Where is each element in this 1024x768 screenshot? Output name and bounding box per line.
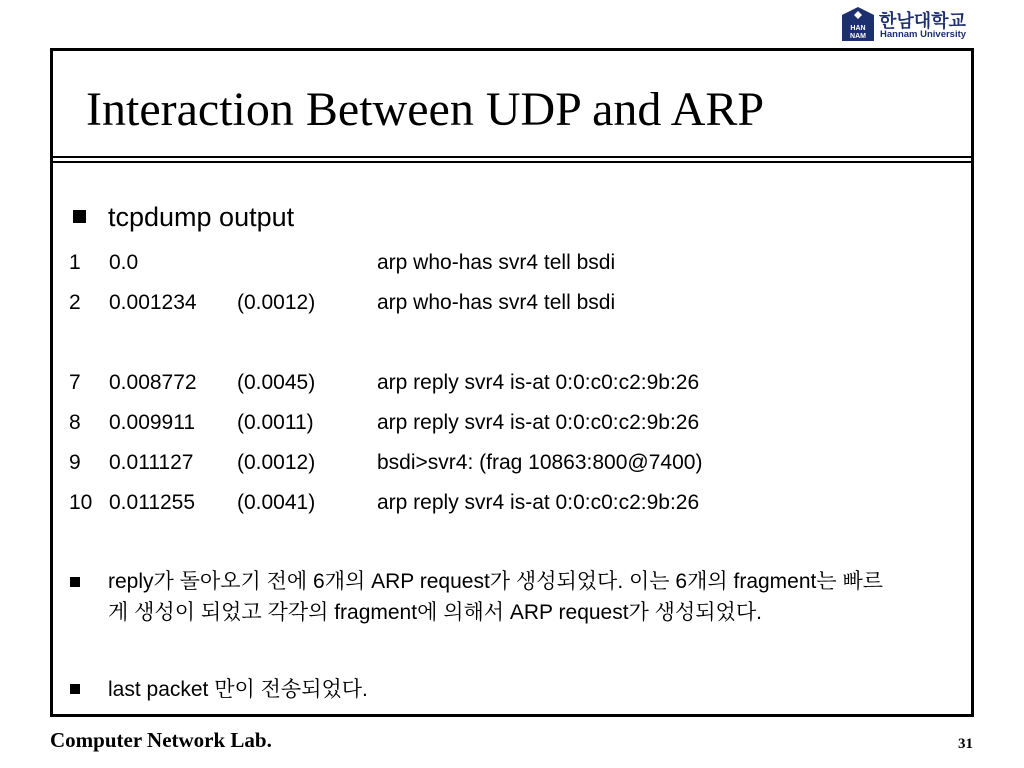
table-row — [0, 411, 1024, 441]
row-message: arp reply svr4 is-at 0:0:c0:c2:9b:26 — [377, 371, 700, 394]
row-message: arp who-has svr4 tell bsdi — [377, 291, 616, 314]
row-time: 0.001234 — [109, 291, 197, 314]
page-number: 31 — [958, 736, 973, 752]
section-heading: tcpdump output — [108, 202, 295, 232]
bullet-square — [70, 684, 80, 694]
logo-english-name: Hannam University — [880, 29, 967, 40]
row-message: arp reply svr4 is-at 0:0:c0:c2:9b:26 — [377, 491, 700, 514]
row-number: 7 — [69, 371, 81, 394]
row-number: 1 — [69, 251, 81, 274]
row-message: arp who-has svr4 tell bsdi — [377, 251, 616, 274]
note-paragraph: last packet 만이 전송되었다. — [108, 678, 368, 701]
bullet-square — [73, 210, 86, 223]
row-time: 0.008772 — [109, 371, 197, 394]
row-delta: (0.0012) — [237, 291, 316, 314]
svg-text:NAM: NAM — [850, 33, 866, 40]
row-message: bsdi>svr4: (frag 10863:800@7400) — [377, 451, 703, 474]
row-time: 0.011255 — [109, 491, 196, 514]
table-row — [0, 371, 1024, 401]
row-message: arp reply svr4 is-at 0:0:c0:c2:9b:26 — [377, 411, 700, 434]
row-time: 0.0 — [109, 251, 139, 274]
table-row — [0, 291, 1024, 321]
table-row — [0, 491, 1024, 521]
svg-text:HAN: HAN — [850, 25, 866, 32]
row-delta: (0.0011) — [237, 411, 314, 434]
row-time: 0.009911 — [109, 411, 196, 434]
table-row — [0, 251, 1024, 281]
row-delta: (0.0041) — [237, 491, 316, 514]
row-delta: (0.0045) — [237, 371, 316, 394]
row-number: 8 — [69, 411, 81, 434]
bullet-square — [70, 577, 80, 587]
slide-title: Interaction Between UDP and ARP — [86, 83, 765, 136]
row-number: 2 — [69, 291, 81, 314]
table-row — [0, 451, 1024, 481]
university-logo — [842, 7, 982, 43]
logo-korean-name: 한남대학교 — [879, 11, 966, 32]
row-time: 0.011127 — [109, 451, 194, 474]
note-paragraph: reply가 돌아오기 전에 6개의 ARP request가 생성되었다. 이는 6개의 fragment는 빠르게 생성이 되었고 각각의 fragment에 의해서 ARP request가 생성되었다. — [108, 570, 884, 624]
row-delta: (0.0012) — [237, 451, 316, 474]
row-number: 9 — [69, 451, 81, 474]
title-divider — [53, 161, 971, 163]
footer-lab-name: Computer Network Lab. — [50, 728, 272, 752]
title-divider — [53, 156, 971, 158]
hannam-emblem-icon — [842, 7, 874, 41]
row-number: 10 — [69, 491, 93, 514]
